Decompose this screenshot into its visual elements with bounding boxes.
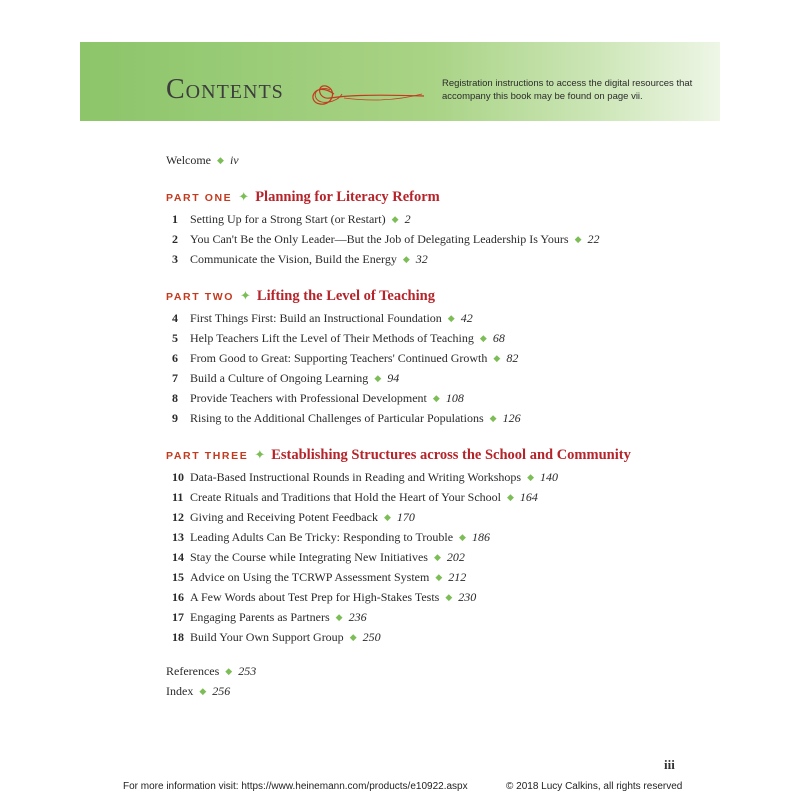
chapter-page: 68 <box>492 331 505 345</box>
welcome-label: Welcome <box>166 153 212 167</box>
chapter-number: 15 <box>172 570 184 584</box>
chapter-entry[interactable] <box>172 527 666 547</box>
chapter-title: A Few Words about Test Prep for High-Stakes Tests <box>190 590 440 604</box>
chapter-page: 82 <box>506 351 519 365</box>
chapter-entry[interactable] <box>172 229 666 249</box>
diamond-icon: ◆ <box>489 413 497 423</box>
chapter-title: Help Teachers Lift the Level of Their Methods of Teaching <box>190 331 474 345</box>
registration-note: Registration instructions to access the digital resources that accompany this book may be found on page vii. <box>442 78 693 102</box>
back-matter <box>166 661 666 701</box>
diamond-icon: ◆ <box>391 214 399 224</box>
part-title: Establishing Structures across the School and Community <box>271 447 631 463</box>
chapter-page: 32 <box>415 252 428 266</box>
chapter-entry[interactable] <box>172 627 666 647</box>
toc-welcome[interactable] <box>166 150 666 170</box>
chapter-page: 94 <box>387 371 400 385</box>
chapter-entry[interactable] <box>172 388 666 408</box>
chapter-number: 8 <box>172 391 178 405</box>
footer-info-link: For more information visit: https://www.heinemann.com/products/e10922.aspx <box>123 781 468 792</box>
chapter-number: 4 <box>172 311 178 325</box>
part-label: PART ONE <box>166 192 233 204</box>
chapter-entry[interactable] <box>172 209 666 229</box>
diamond-icon: ◆ <box>349 632 357 642</box>
diamond-icon: ◆ <box>445 592 453 602</box>
diamond-icon: ◆ <box>493 353 501 363</box>
chapter-page: 108 <box>445 391 464 405</box>
chapter-list <box>166 308 666 428</box>
diamond-icon: ◆ <box>199 686 207 696</box>
chapter-page: 126 <box>502 411 521 425</box>
chapter-number: 5 <box>172 331 178 345</box>
welcome-page: iv <box>229 153 239 167</box>
part-heading <box>166 185 666 207</box>
chapter-title: Build a Culture of Ongoing Learning <box>190 371 369 385</box>
chapter-entry[interactable] <box>172 607 666 627</box>
chapter-number: 13 <box>172 530 184 544</box>
chapter-number: 12 <box>172 510 184 524</box>
chapter-page: 236 <box>348 610 367 624</box>
diamond-icon: ◆ <box>335 612 343 622</box>
chapter-title: From Good to Great: Supporting Teachers' Continued Growth <box>190 351 488 365</box>
index-label: Index <box>166 684 194 698</box>
chapter-entry[interactable] <box>172 308 666 328</box>
chapter-page: 2 <box>404 212 411 226</box>
chapter-number: 16 <box>172 590 184 604</box>
part-title: Lifting the Level of Teaching <box>256 288 435 304</box>
chapter-page: 230 <box>458 590 477 604</box>
diamond-icon: ◆ <box>432 393 440 403</box>
chapter-entry[interactable] <box>172 567 666 587</box>
references-label: References <box>166 664 220 678</box>
footer-copyright: © 2018 Lucy Calkins, all rights reserved <box>506 781 683 792</box>
page-number: iii <box>664 757 675 772</box>
chapter-title: Giving and Receiving Potent Feedback <box>190 510 378 524</box>
chapter-number: 14 <box>172 550 184 564</box>
index-page: 256 <box>212 684 231 698</box>
toc-references[interactable] <box>166 661 666 681</box>
chapter-title: Provide Teachers with Professional Development <box>190 391 427 405</box>
contents-banner <box>80 42 720 121</box>
diamond-icon: ◆ <box>574 234 582 244</box>
swirl-flourish-icon <box>304 76 426 112</box>
chapter-entry[interactable] <box>172 249 666 269</box>
star-diamond-icon: ✦ <box>240 289 251 304</box>
diamond-icon: ◆ <box>374 373 382 383</box>
chapter-list <box>166 467 666 647</box>
chapter-page: 202 <box>446 550 465 564</box>
chapter-title: First Things First: Build an Instructional Foundation <box>190 311 442 325</box>
chapter-entry[interactable] <box>172 547 666 567</box>
diamond-icon: ◆ <box>506 492 514 502</box>
parts-list <box>166 185 666 647</box>
chapter-entry[interactable] <box>172 328 666 348</box>
chapter-title: Advice on Using the TCRWP Assessment System <box>190 570 430 584</box>
diamond-icon: ◆ <box>225 666 233 676</box>
chapter-page: 140 <box>539 470 558 484</box>
chapter-entry[interactable] <box>172 507 666 527</box>
chapter-page: 186 <box>471 530 490 544</box>
chapter-list <box>166 209 666 269</box>
chapter-title: Engaging Parents as Partners <box>190 610 330 624</box>
chapter-entry[interactable] <box>172 487 666 507</box>
diamond-icon: ◆ <box>435 572 443 582</box>
chapter-entry[interactable] <box>172 348 666 368</box>
diamond-icon: ◆ <box>217 155 224 165</box>
chapter-number: 17 <box>172 610 184 624</box>
chapter-title: Rising to the Additional Challenges of Particular Populations <box>190 411 484 425</box>
part-label: PART TWO <box>166 291 235 303</box>
diamond-icon: ◆ <box>402 254 410 264</box>
diamond-icon: ◆ <box>433 552 441 562</box>
chapter-number: 18 <box>172 630 184 644</box>
chapter-title: Data-Based Instructional Rounds in Reading and Writing Workshops <box>190 470 522 484</box>
chapter-page: 164 <box>519 490 538 504</box>
part-label: PART THREE <box>166 450 249 462</box>
chapter-title: Stay the Course while Integrating New Initiatives <box>190 550 428 564</box>
chapter-page: 170 <box>396 510 415 524</box>
page-title: Contents <box>166 74 284 105</box>
diamond-icon: ◆ <box>459 532 466 542</box>
chapter-title: You Can't Be the Only Leader—But the Job of Delegating Leadership Is Yours <box>190 232 569 246</box>
chapter-title: Setting Up for a Strong Start (or Restart) <box>190 212 386 226</box>
part-heading <box>166 443 666 465</box>
chapter-entry[interactable] <box>172 408 666 428</box>
chapter-page: 22 <box>587 232 600 246</box>
diamond-icon: ◆ <box>527 472 534 482</box>
table-of-contents <box>166 150 666 701</box>
chapter-title: Build Your Own Support Group <box>190 630 344 644</box>
chapter-title: Create Rituals and Traditions that Hold the Heart of Your School <box>190 490 501 504</box>
chapter-title: Communicate the Vision, Build the Energy <box>190 252 397 266</box>
chapter-page: 42 <box>460 311 473 325</box>
star-diamond-icon: ✦ <box>238 190 250 205</box>
chapter-number: 10 <box>172 470 184 484</box>
chapter-entry[interactable] <box>172 467 666 487</box>
chapter-number: 11 <box>172 490 184 504</box>
references-page: 253 <box>238 664 257 678</box>
chapter-title: Leading Adults Can Be Tricky: Responding to Trouble <box>190 530 454 544</box>
part-heading <box>166 284 666 306</box>
chapter-number: 1 <box>172 212 178 226</box>
chapter-number: 3 <box>172 252 178 266</box>
chapter-page: 250 <box>362 630 381 644</box>
chapter-number: 7 <box>172 371 178 385</box>
diamond-icon: ◆ <box>383 512 391 522</box>
diamond-icon: ◆ <box>447 313 455 323</box>
chapter-number: 9 <box>172 411 178 425</box>
chapter-number: 6 <box>172 351 178 365</box>
star-diamond-icon: ✦ <box>254 448 266 463</box>
part-title: Planning for Literacy Reform <box>255 189 440 205</box>
diamond-icon: ◆ <box>479 333 487 343</box>
chapter-entry[interactable] <box>172 368 666 388</box>
toc-index[interactable] <box>166 681 666 701</box>
chapter-entry[interactable] <box>172 587 666 607</box>
chapter-page: 212 <box>448 570 467 584</box>
chapter-number: 2 <box>172 232 178 246</box>
